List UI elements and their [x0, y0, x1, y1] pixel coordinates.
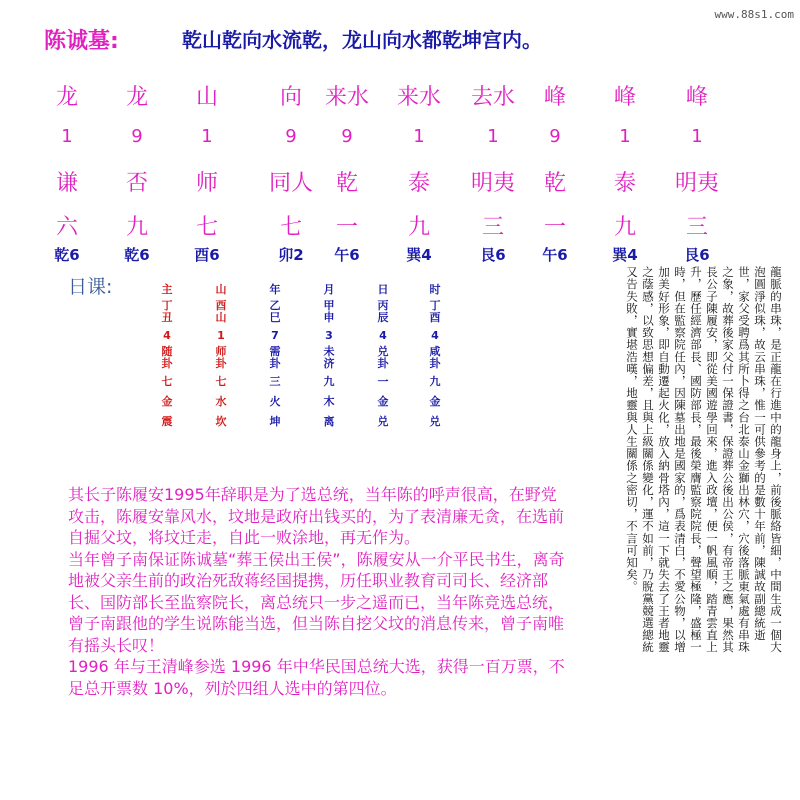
grid-number: 9 [549, 126, 561, 147]
essay-paragraph-2: 当年曾子南保证陈诚墓“葬王侯出王侯”，陈履安从一介平民书生，离奇地被父亲生前的政治死敌蒋经国提携，历任职业教育司司长、经济部长、国防部长至监察院长，离总统只一步之遥而已，当年陈竞选总统，曾子南跟他的学生说陈能当选，但当陈自挖父坟的消息传来，曾子南唯有摇头长叹！ [68, 549, 565, 655]
grid-number: 9 [285, 126, 297, 147]
rike-cell-ganzhi [368, 300, 398, 326]
rike-cell-num: 4 [431, 329, 439, 342]
rike-char: 辰 [377, 311, 389, 324]
rike-char: 甲 [323, 299, 335, 312]
rike-char: 卦 [269, 357, 281, 370]
grid-direction: 巽4 [612, 246, 638, 264]
grid-yao: 七 [279, 215, 302, 240]
rike-cell-trigram: 离 [323, 415, 335, 428]
rike-cell-element: 金 [161, 395, 173, 408]
rike-char: 丁 [161, 299, 173, 312]
grid-yao: 一 [335, 215, 358, 240]
grid-direction: 巽4 [406, 246, 432, 264]
rike-cell-yun: 九 [429, 375, 441, 388]
grid-gua: 同人 [268, 171, 313, 196]
rike-char: 丑 [161, 311, 173, 324]
rike-char: 申 [323, 311, 335, 324]
grid-label: 龙 [55, 85, 78, 110]
rike-char: 丁 [429, 299, 441, 312]
grid-yao: 九 [125, 215, 148, 240]
grid-label: 峰 [543, 85, 566, 110]
essay-paragraph-1: 其长子陈履安1995年辞职是为了选总统，当年陈的呼声很高，在野党攻击，陈履安靠风水，坟地是政府出钱买的，为了表清廉无贪，在选前自掘父坟，将坟迁走，自此一败涂地，再无作为。 [68, 485, 565, 547]
grid-gua: 否 [125, 171, 148, 196]
rike-cell-gua [152, 346, 182, 372]
grid-number: 1 [487, 126, 499, 147]
rike-cell-head: 月 [323, 283, 335, 296]
rike-cell-num: 3 [325, 329, 333, 342]
rike-char: 乙 [269, 299, 281, 312]
rike-cell-trigram: 坎 [215, 415, 227, 428]
rike-cell-num: 1 [217, 329, 225, 342]
grid-yao: 七 [195, 215, 218, 240]
rike-cell-ganzhi [314, 300, 344, 326]
grid-gua: 乾 [335, 171, 358, 196]
rike-char: 随 [161, 345, 173, 358]
rike-cell-gua [368, 346, 398, 372]
grid-yao: 三 [685, 215, 708, 240]
rike-cell-head: 日 [377, 283, 389, 296]
grid-number: 1 [413, 126, 425, 147]
grid-direction: 卯2 [278, 246, 304, 264]
grid-direction: 乾6 [124, 246, 150, 264]
grid-direction: 艮6 [480, 246, 506, 264]
rike-column [314, 280, 344, 432]
vertical-text: 龍脈的串珠，是正龍在行進中的龍身上，前後脈絡皆細，中間生成一個大泡圓淨似珠，故云串珠，惟一可供參考的是數十年前，陳誠故副總統逝世，家父受聘爲其所卜得之台北泰山金獅出林穴，穴後落脈東氣處有串珠之象，故葬後家父付一保證書，保證葬公後出公侯，有帝王之應，果然其長公子陳履安，即從美國遊學回來，進入政壇，便一帆風順，踏青雲直上升，歷任經濟部長、國防部長，最後榮膺監察院院長，聲望極隆，盛極一時，但在監察院任內，因陳墓出地是國家的，爲表清白，不愛公物，以增加美好形象，即自動遷起火化，放入納骨塔內，這一下就失去了王者地靈之蔭感，以致思想偏差，且與上級關係變化，運不如前，乃脫黨競選總統又告失敗，實堪浩嘆，地靈與人生關係之密切，不言可知矣。 [625, 266, 783, 654]
grid-label: 来水 [396, 85, 441, 110]
rike-char: 师 [215, 345, 227, 358]
rike-cell-yun: 一 [377, 375, 389, 388]
grid-direction: 艮6 [684, 246, 710, 264]
rike-cell-gua [206, 346, 236, 372]
grid-label: 去水 [470, 85, 515, 110]
grid-gua: 明夷 [470, 171, 515, 196]
rike-cell-head: 年 [269, 283, 281, 296]
rike-cell-ganzhi [420, 300, 450, 326]
grid-label: 峰 [685, 85, 708, 110]
rike-char: 酉 [215, 299, 227, 312]
rike-cell-trigram: 兑 [377, 415, 389, 428]
rike-cell-ganzhi [152, 300, 182, 326]
rike-cell-trigram: 兑 [429, 415, 441, 428]
rike-column [206, 280, 236, 432]
grid-number: 9 [131, 126, 143, 147]
grid-yao: 六 [55, 215, 78, 240]
rike-column [260, 280, 290, 432]
grid-number: 1 [201, 126, 213, 147]
rike-cell-trigram: 震 [161, 415, 173, 428]
rike-cell-trigram: 坤 [269, 415, 281, 428]
page-title-label: 陈诚墓: [44, 29, 119, 54]
grid-direction: 酉6 [194, 246, 220, 264]
rike-label: 日课: [68, 276, 113, 298]
grid-gua: 泰 [407, 171, 430, 196]
grid-number: 9 [341, 126, 353, 147]
rike-char: 咸 [429, 345, 441, 358]
rike-column [368, 280, 398, 432]
rike-cell-head: 时 [429, 283, 441, 296]
grid-gua: 明夷 [674, 171, 719, 196]
rike-cell-element: 金 [429, 395, 441, 408]
grid-gua: 乾 [543, 171, 566, 196]
rike-char: 山 [215, 311, 227, 324]
rike-column [420, 280, 450, 432]
grid-label: 来水 [324, 85, 369, 110]
grid-number: 1 [61, 126, 73, 147]
rike-char: 卦 [377, 357, 389, 370]
rike-char: 济 [323, 357, 335, 370]
rike-char: 卦 [215, 357, 227, 370]
grid-label: 山 [195, 85, 218, 110]
rike-cell-yun: 七 [215, 375, 227, 388]
rike-char: 需 [269, 345, 281, 358]
grid-yao: 九 [613, 215, 636, 240]
grid-direction: 午6 [542, 246, 568, 264]
watermark: www.88s1.com [714, 8, 794, 21]
page-title: 乾山乾向水流乾，龙山向水都乾坤宫内。 [182, 28, 542, 52]
rike-char: 卦 [429, 357, 441, 370]
rike-cell-yun: 三 [269, 375, 281, 388]
rike-cell-head: 主 [161, 283, 173, 296]
rike-cell-yun: 九 [323, 375, 335, 388]
rike-char: 酉 [429, 311, 441, 324]
grid-label: 向 [279, 85, 302, 110]
rike-cell-element: 木 [323, 395, 335, 408]
rike-cell-ganzhi [206, 300, 236, 326]
rike-cell-yun: 七 [161, 375, 173, 388]
rike-cell-gua [260, 346, 290, 372]
rike-char: 未 [323, 345, 335, 358]
grid-direction: 乾6 [54, 246, 80, 264]
grid-gua: 泰 [613, 171, 636, 196]
grid-label: 峰 [613, 85, 636, 110]
grid-yao: 九 [407, 215, 430, 240]
grid-yao: 一 [543, 215, 566, 240]
grid-label: 龙 [125, 85, 148, 110]
rike-char: 卦 [161, 357, 173, 370]
grid-gua: 谦 [55, 171, 78, 196]
grid-yao: 三 [481, 215, 504, 240]
grid-number: 1 [619, 126, 631, 147]
rike-cell-num: 7 [271, 329, 279, 342]
rike-column [152, 280, 182, 432]
rike-cell-gua [314, 346, 344, 372]
rike-char: 兑 [377, 345, 389, 358]
rike-char: 丙 [377, 299, 389, 312]
grid-number: 1 [691, 126, 703, 147]
rike-cell-element: 火 [269, 395, 281, 408]
rike-cell-element: 水 [215, 395, 227, 408]
grid-direction: 午6 [334, 246, 360, 264]
rike-char: 巳 [269, 311, 281, 324]
rike-cell-num: 4 [163, 329, 171, 342]
rike-cell-element: 金 [377, 395, 389, 408]
essay [68, 484, 568, 699]
rike-cell-gua [420, 346, 450, 372]
grid-gua: 师 [195, 171, 218, 196]
essay-paragraph-3: 1996 年与王清峰参选 1996 年中华民国总统大选，获得一百万票，不足总开票数 10%，列於四组人选中的第四位。 [68, 657, 565, 698]
rike-cell-ganzhi [260, 300, 290, 326]
rike-cell-num: 4 [379, 329, 387, 342]
rike-cell-head: 山 [215, 283, 227, 296]
